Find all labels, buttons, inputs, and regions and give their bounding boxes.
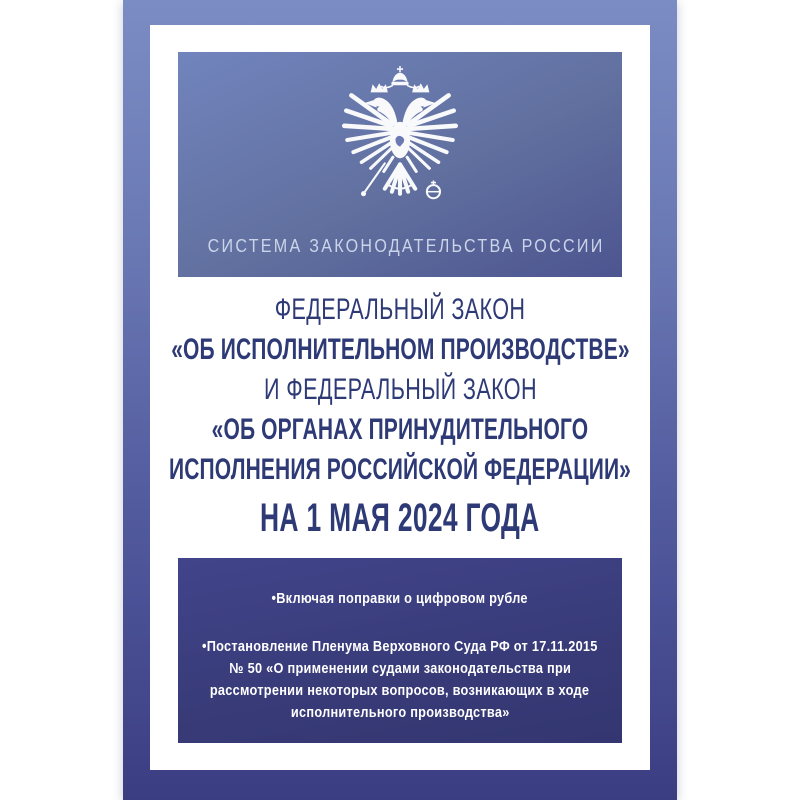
series-label: СИСТЕМА ЗАКОНОДАТЕЛЬСТВА РОССИИ — [207, 235, 605, 256]
cover-inner-frame — [150, 25, 650, 770]
note-bullet-2-line-3: рассмотрении некоторых вопросов, возникающих в ходе — [210, 683, 590, 699]
title-line-1: ФЕДЕРАЛЬНЫЙ ЗАКОН — [274, 293, 526, 326]
russian-coat-of-arms-icon — [333, 64, 467, 216]
note-bullet-1: •Включая поправки о цифровом рубле — [271, 591, 529, 607]
title-line-4: «ОБ ОРГАНАХ ПРИНУДИТЕЛЬНОГО — [211, 413, 589, 446]
brand-panel — [178, 52, 622, 277]
note-bullet-2-line-4: исполнительного производства» — [290, 705, 510, 721]
title-line-3: И ФЕДЕРАЛЬНЫЙ ЗАКОН — [263, 373, 537, 406]
note-bullet-2-line-2: № 50 «О применении судами законодательства при — [229, 661, 571, 677]
title-date-line: НА 1 МАЯ 2024 ГОДА — [260, 495, 540, 540]
title-block — [150, 290, 650, 546]
title-line-5: ИСПОЛНЕНИЯ РОССИЙСКОЙ ФЕДЕРАЦИИ» — [169, 453, 631, 486]
book-cover — [123, 0, 677, 800]
notes-panel — [178, 558, 622, 743]
note-bullet-2-line-1: •Постановление Пленума Верховного Суда РФ от 17.11.2015 — [202, 639, 598, 655]
title-line-2: «ОБ ИСПОЛНИТЕЛЬНОМ ПРОИЗВОДСТВЕ» — [170, 333, 630, 366]
